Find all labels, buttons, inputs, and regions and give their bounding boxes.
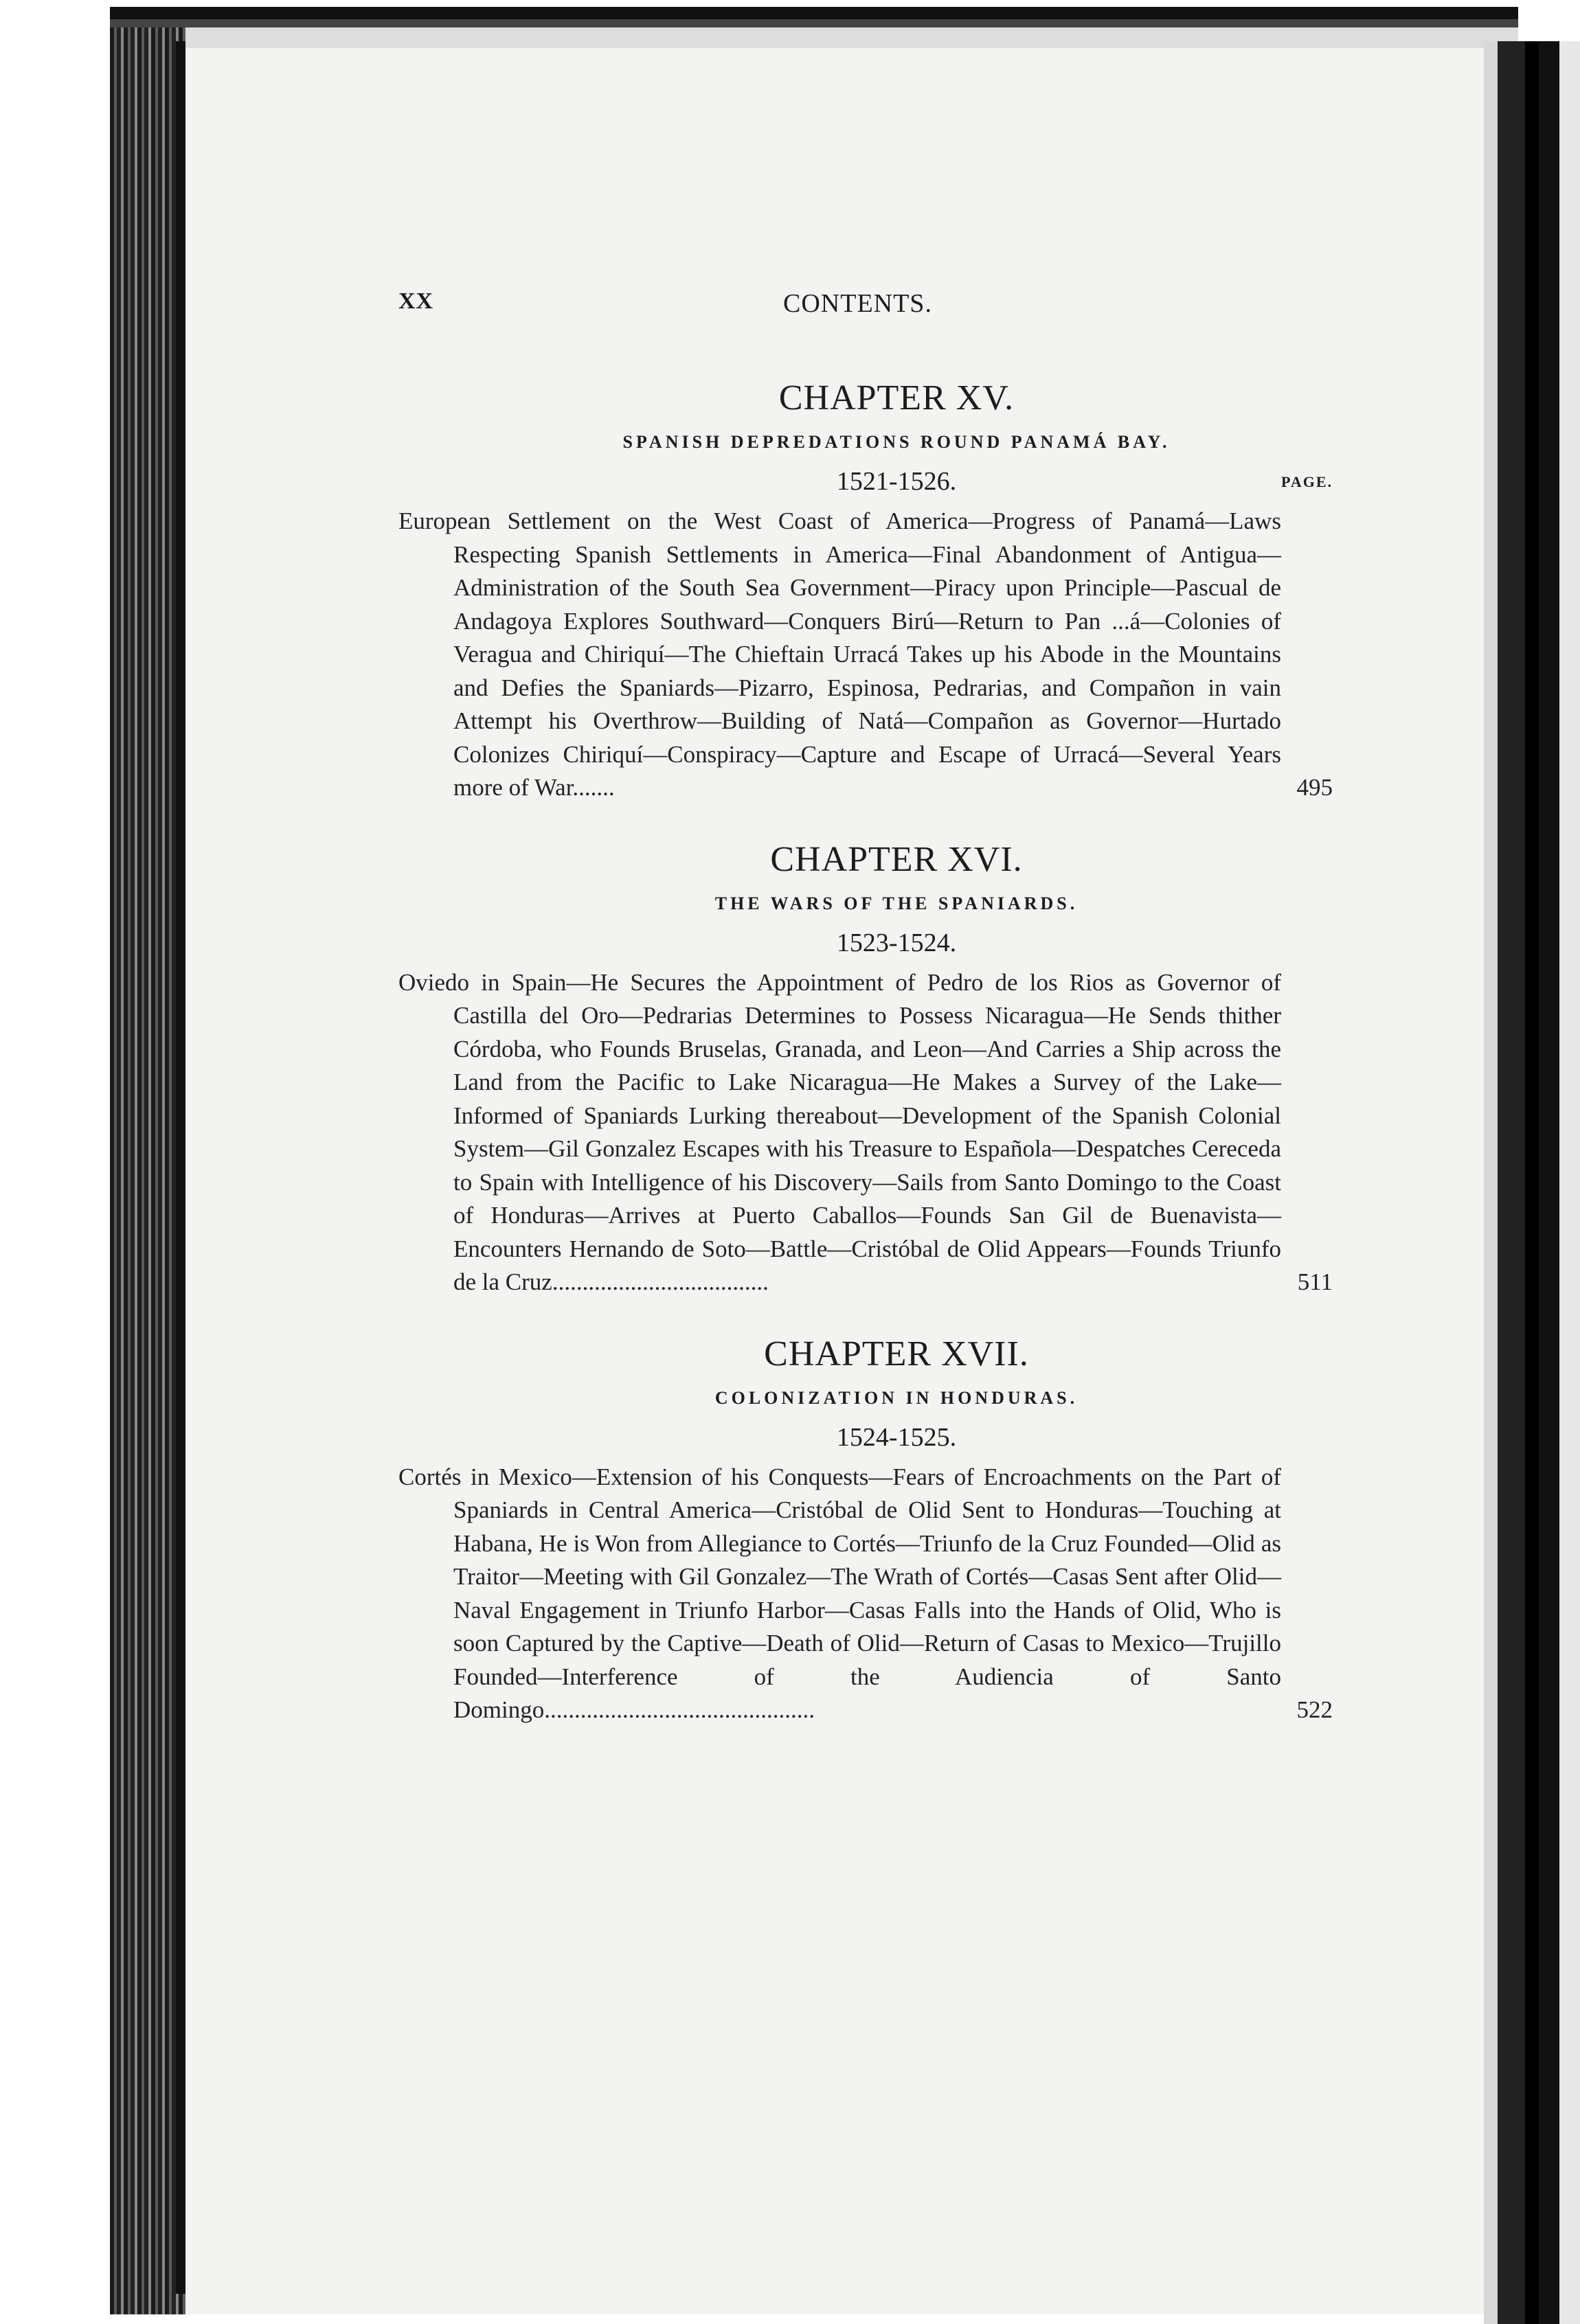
book-top-edge: [110, 7, 1518, 48]
chapter-years: [398, 1422, 1333, 1452]
chapter-entry: [398, 839, 1333, 1299]
chapter-page-number: 522: [1296, 1696, 1333, 1723]
chapter-years-text: 1523-1524.: [836, 928, 957, 957]
chapter-subtitle: SPANISH DEPREDATIONS ROUND PANAMÁ BAY.: [622, 432, 1171, 452]
chapter-summary: [398, 1461, 1333, 1727]
next-page-edge: [1539, 41, 1580, 2324]
chapter-summary-text: Oviedo in Spain—He Secures the Appointment of Pedro de los Rios as Governor of Castilla del Oro—Pedrarias Determines to Possess Nicaragua—He Sends thither Córdoba, who Founds Bruselas, Granada, and Leon—And Carries a Ship across the Land from the Pacific to Lake Nicaragua—He Makes a Survey of the Lake—Informed of Spaniards Lurking thereabout—Development of the Spanish Colonial System—Gil Gonzalez Escapes with his Treasure to Española—Despatches Cereceda to Spain with Intelligence of his Discovery—Sails from Santo Domingo to the Coast of Honduras—Arrives at Puerto Caballos—Founds San Gil de Buenavista—Encounters Hernando de Soto—Battle—Cristóbal de Olid Appears—Founds Triunfo de la Cruz....................................: [398, 968, 1281, 1295]
chapter-title: CHAPTER XVI.: [770, 839, 1023, 879]
chapter-page-number: 511: [1297, 1268, 1333, 1295]
page-folio: XX: [398, 288, 434, 314]
book-binding: [110, 27, 185, 2314]
chapter-years: [398, 466, 1333, 497]
chapter-summary: [398, 966, 1333, 1299]
contents-page: [398, 288, 1333, 1727]
chapter-entry: [398, 378, 1333, 805]
chapter-title: CHAPTER XVII.: [764, 1334, 1029, 1374]
chapter-summary-text: Cortés in Mexico—Extension of his Conquests—Fears of Encroachments on the Part of Spaniards in Central America—Cristóbal de Olid Sent to Honduras—Touching at Habana, He is Won from Allegiance to Cortés—Triunfo de la Cruz Founded—Olid as Traitor—Meeting with Gil Gonzalez—The Wrath of Cortés—Casas Sent after Olid—Naval Engagement in Triunfo Harbor—Casas Falls into the Hands of Olid, Who is soon Captured by the Captive—Death of Olid—Return of Casas to Mexico—Trujillo Founded—Interference of the Audiencia of Santo Domingo.............................................: [398, 1463, 1281, 1723]
chapter-summary: [398, 505, 1333, 805]
chapter-years-text: 1521-1526.: [836, 467, 957, 496]
chapter-page-number: 495: [1296, 774, 1333, 801]
chapter-subtitle: THE WARS OF THE SPANIARDS.: [714, 893, 1079, 913]
running-title: CONTENTS.: [783, 289, 932, 318]
chapter-years-text: 1524-1525.: [836, 1422, 957, 1452]
page-column-label: PAGE.: [1281, 473, 1333, 490]
chapter-years: [398, 928, 1333, 958]
chapter-title: CHAPTER XV.: [778, 378, 1015, 418]
binding-shadow: [176, 41, 185, 2294]
chapter-subtitle: COLONIZATION IN HONDURAS.: [714, 1387, 1079, 1408]
running-head: [398, 288, 1333, 330]
chapter-entry: [398, 1334, 1333, 1727]
chapter-summary-text: European Settlement on the West Coast of America—Progress of Panamá—Laws Respecting Spanish Settlements in America—Final Abandonment of Antigua—Administration of the South Sea Government—Piracy upon Principle—Pascual de Andagoya Explores Southward—Conquers Birú—Return to Pan ...á—Colonies of Veragua and Chiriquí—The Chieftain Urracá Takes up his Abode in the Mountains and Defies the Spaniards—Pizarro, Espinosa, Pedrarias, and Compañon in vain Attempt his Overthrow—Building of Natá—Compañon as Governor—Hurtado Colonizes Chiriquí—Conspiracy—Capture and Escape of Urracá—Several Years more of War.......: [398, 508, 1281, 801]
